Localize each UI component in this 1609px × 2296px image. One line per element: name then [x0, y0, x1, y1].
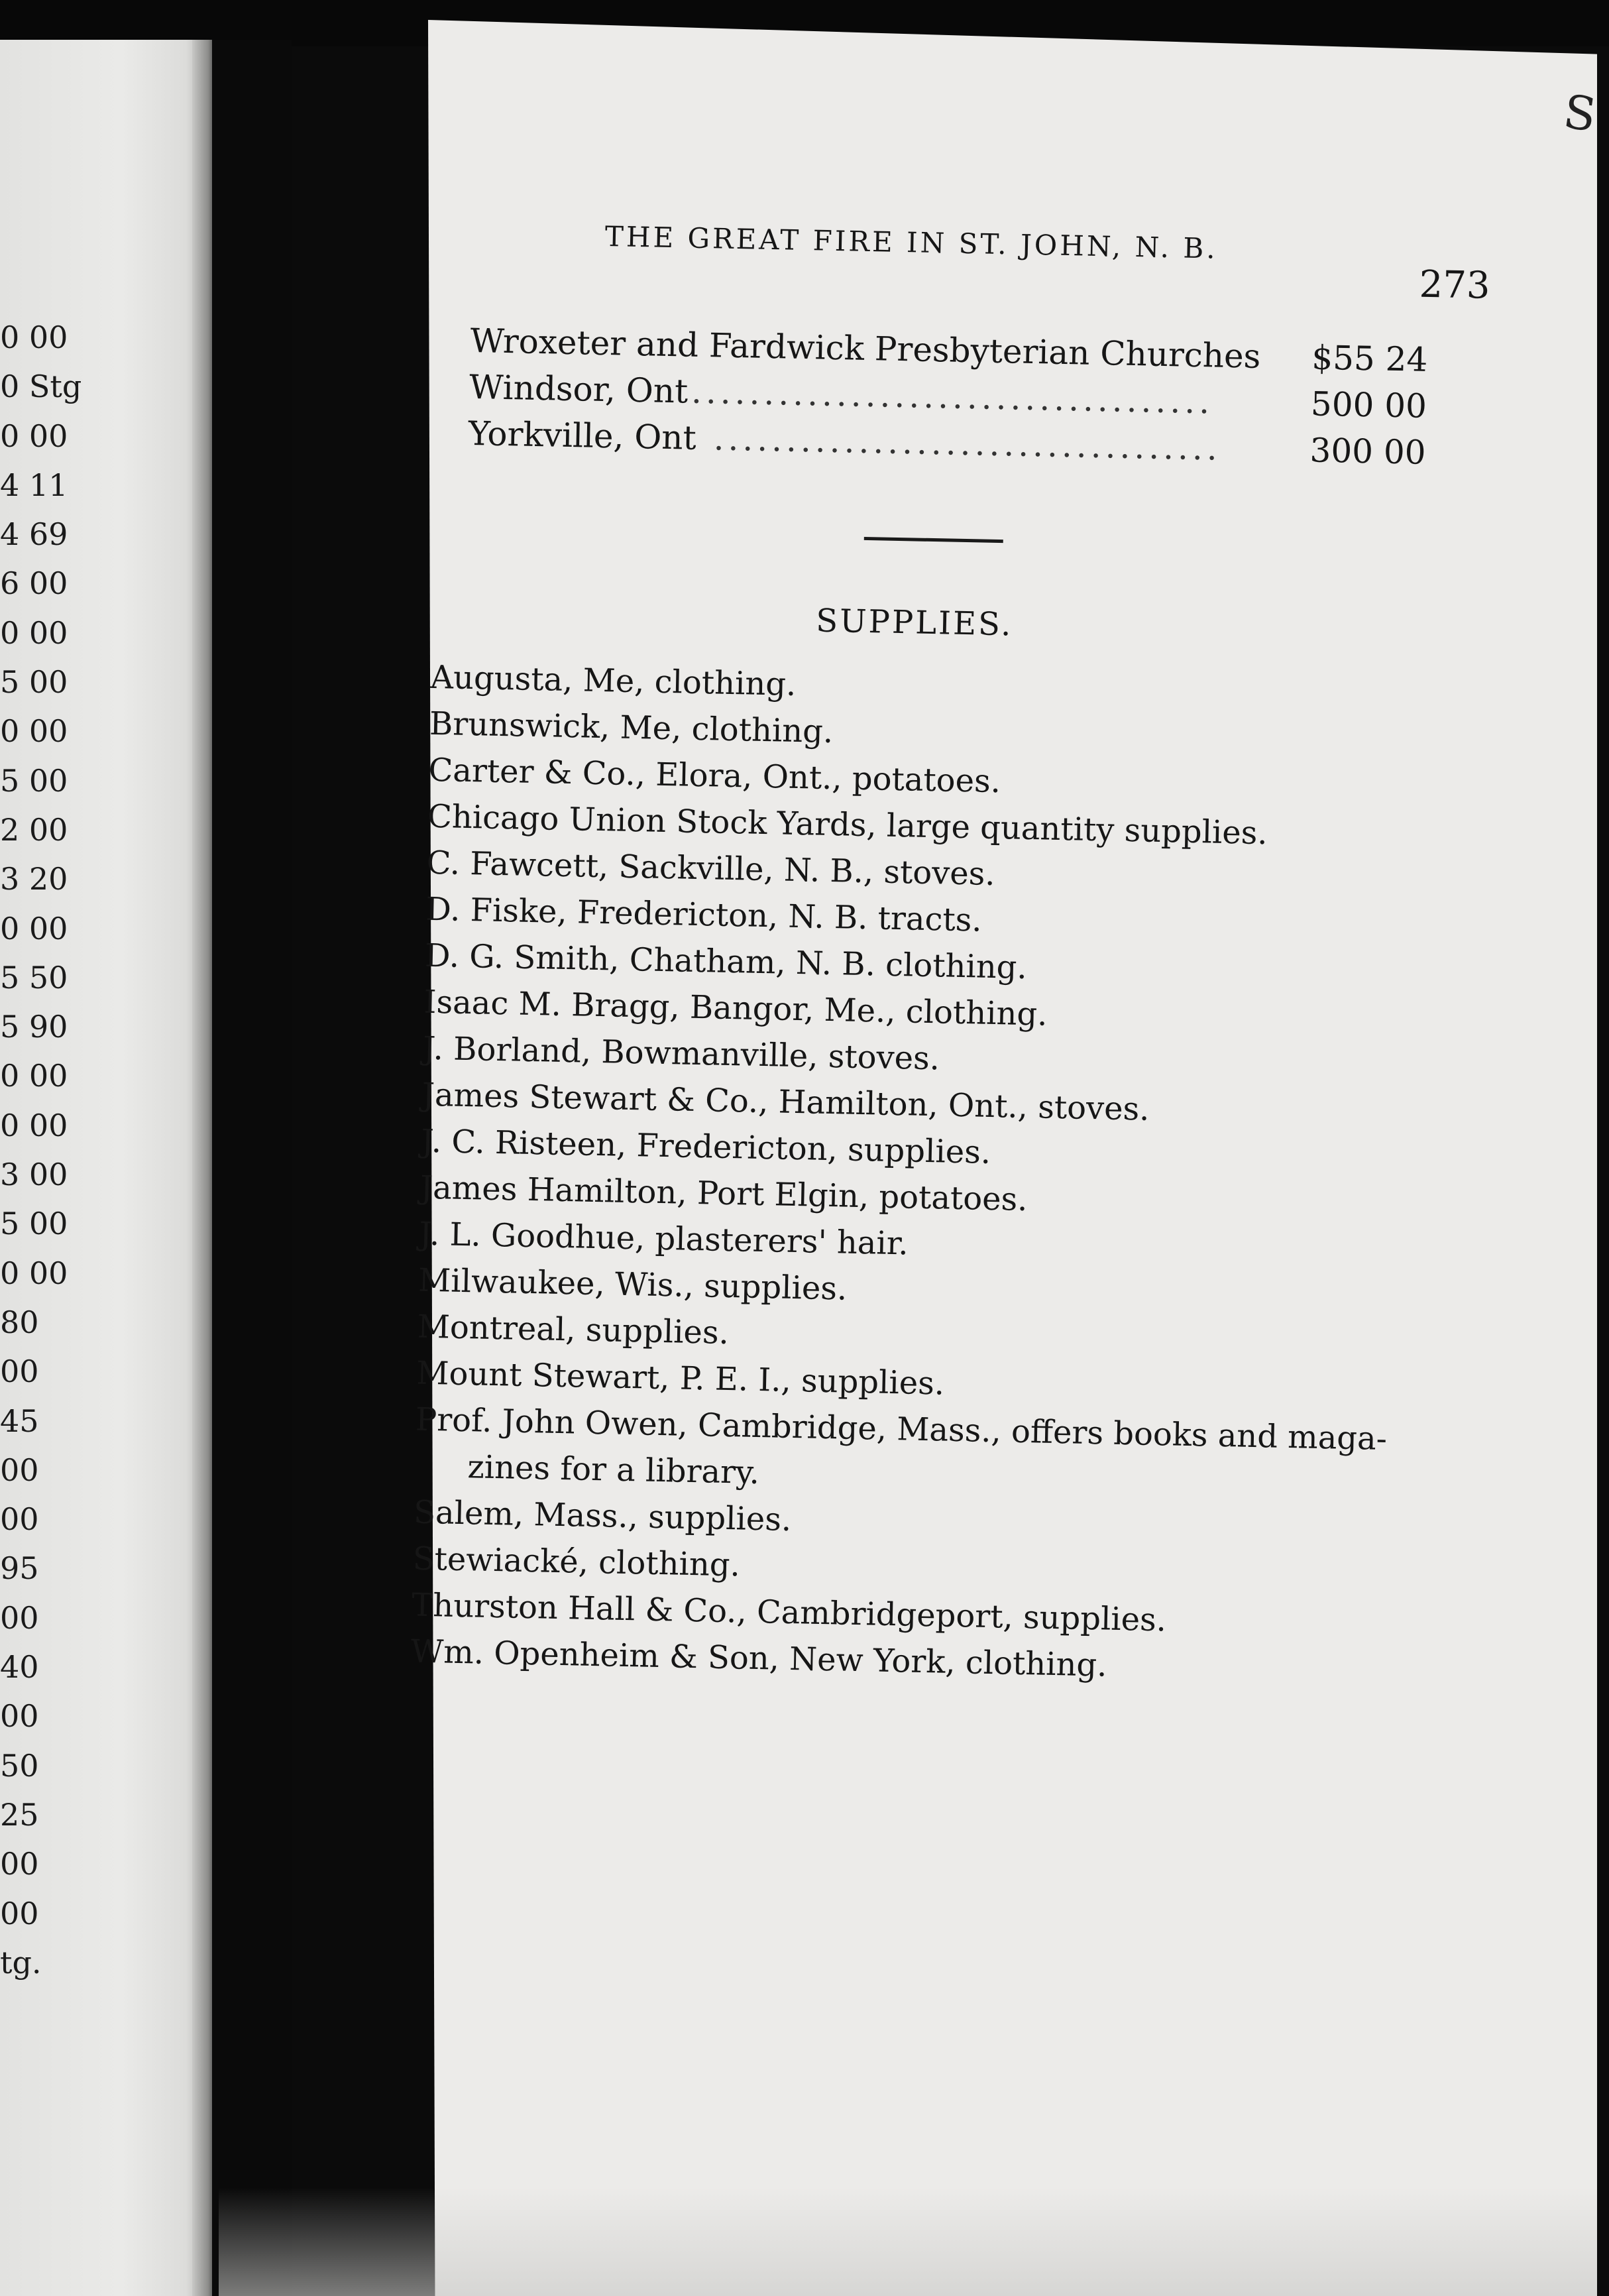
corner-mark: S	[1560, 84, 1600, 143]
supply-entry: Wm. Openheim & Son, New York, clothing.	[410, 1633, 1108, 1684]
supply-entry: C. Fawcett, Sackville, N. B., stoves.	[426, 844, 996, 893]
left-page-amount: 50	[0, 1747, 39, 1784]
left-page-amount: 4 69	[0, 516, 68, 553]
contribution-amount: $55 24	[1311, 338, 1428, 379]
contribution-amount: 500 00	[1310, 384, 1427, 426]
supply-entry: D. Fiske, Fredericton, N. B. tracts.	[425, 890, 983, 939]
supply-entry: Montreal, supplies.	[417, 1308, 730, 1352]
section-divider	[864, 537, 1003, 543]
left-page-amount: 6 00	[0, 565, 68, 602]
left-page-amount: 00	[0, 1353, 39, 1390]
supply-entry: J. Borland, Bowmanville, stoves.	[422, 1029, 940, 1078]
section-title: SUPPLIES.	[815, 602, 1014, 644]
supply-entry: zines for a library.	[467, 1448, 760, 1492]
left-page-amount: 0 00	[0, 713, 68, 750]
left-page-amount: 3 20	[0, 861, 68, 897]
contribution-amount: 300 00	[1309, 431, 1427, 472]
supply-entry: Salem, Mass., supplies.	[413, 1493, 792, 1539]
leader-dots: ....................................	[691, 372, 1214, 422]
left-page-amount: 00	[0, 1501, 39, 1538]
supply-entry: Thurston Hall & Co., Cambridgeport, supplies.	[411, 1586, 1167, 1639]
supply-entry: James Hamilton, Port Elgin, potatoes.	[419, 1169, 1028, 1219]
left-page-amount: 0 00	[0, 1107, 68, 1143]
left-page-amount: 0 00	[0, 910, 68, 947]
left-page-amount: 40	[0, 1649, 39, 1686]
supply-entry: Milwaukee, Wis., supplies.	[417, 1261, 848, 1308]
supply-entry: D. G. Smith, Chatham, N. B. clothing.	[424, 937, 1028, 986]
contributor-name: Wroxeter and Fardwick Presbyterian Churches	[470, 321, 1261, 376]
left-page-amount: 4 11	[0, 467, 68, 503]
supply-entry: Brunswick, Me, clothing.	[429, 705, 834, 751]
left-page-amount: 95	[0, 1550, 39, 1587]
left-page-amount: 0 00	[0, 418, 68, 454]
left-page-amount: 00	[0, 1895, 39, 1931]
left-page-amount: tg.	[0, 1944, 42, 1980]
left-page-amount: 0 00	[0, 1058, 68, 1094]
left-page-amount: 0 Stg	[0, 369, 82, 405]
supply-entry: Stewiacké, clothing.	[412, 1540, 741, 1584]
contributor-name: Windsor, Ont	[469, 367, 689, 411]
supply-entry: Chicago Union Stock Yards, large quantity supplies.	[427, 797, 1268, 852]
supply-entry: Isaac M. Bragg, Bangor, Me., clothing.	[423, 983, 1048, 1033]
supply-entry: Augusta, Me, clothing.	[429, 658, 797, 703]
contributor-name: Yorkville, Ont	[468, 414, 697, 457]
left-page-amount: 5 90	[0, 1009, 68, 1045]
left-page-amount: 00	[0, 1846, 39, 1882]
page-number: 273	[1419, 262, 1491, 308]
left-page-amount: 0 00	[0, 614, 68, 651]
supply-entry: Mount Stewart, P. E. I., supplies.	[416, 1354, 945, 1403]
supply-entry: Prof. John Owen, Cambridge, Mass., offers books and maga-	[415, 1401, 1388, 1458]
left-page-amount: 25	[0, 1796, 39, 1833]
supplies-list	[410, 654, 1458, 1695]
supply-entry: Carter & Co., Elora, Ont., potatoes.	[428, 751, 1001, 801]
left-page-amount: 2 00	[0, 811, 68, 848]
left-page-amount: 00	[0, 1599, 39, 1636]
left-page-amount: 0 00	[0, 1255, 68, 1291]
supply-entry: J. L. Goodhue, plasterers' hair.	[419, 1215, 909, 1263]
left-page-amount: 3 00	[0, 1157, 68, 1193]
running-title: THE GREAT FIRE IN ST. JOHN, N. B.	[604, 220, 1219, 265]
left-page-amount: 00	[0, 1452, 39, 1488]
supply-entry: J. C. Risteen, Fredericton, supplies.	[420, 1122, 991, 1171]
left-page-amount: 5 50	[0, 959, 68, 996]
left-page-amount: 45	[0, 1403, 39, 1439]
left-page-amount: 80	[0, 1304, 39, 1340]
left-page-amount: 5 00	[0, 762, 68, 799]
left-page-amount: 00	[0, 1698, 39, 1735]
left-page-amount: 5 00	[0, 664, 68, 701]
left-page-amount: 0 00	[0, 319, 68, 355]
leader-dots: ...................................	[713, 419, 1222, 468]
supply-entry: James Stewart & Co., Hamilton, Ont., stoves.	[421, 1076, 1150, 1128]
left-page-amount: 5 00	[0, 1206, 68, 1242]
